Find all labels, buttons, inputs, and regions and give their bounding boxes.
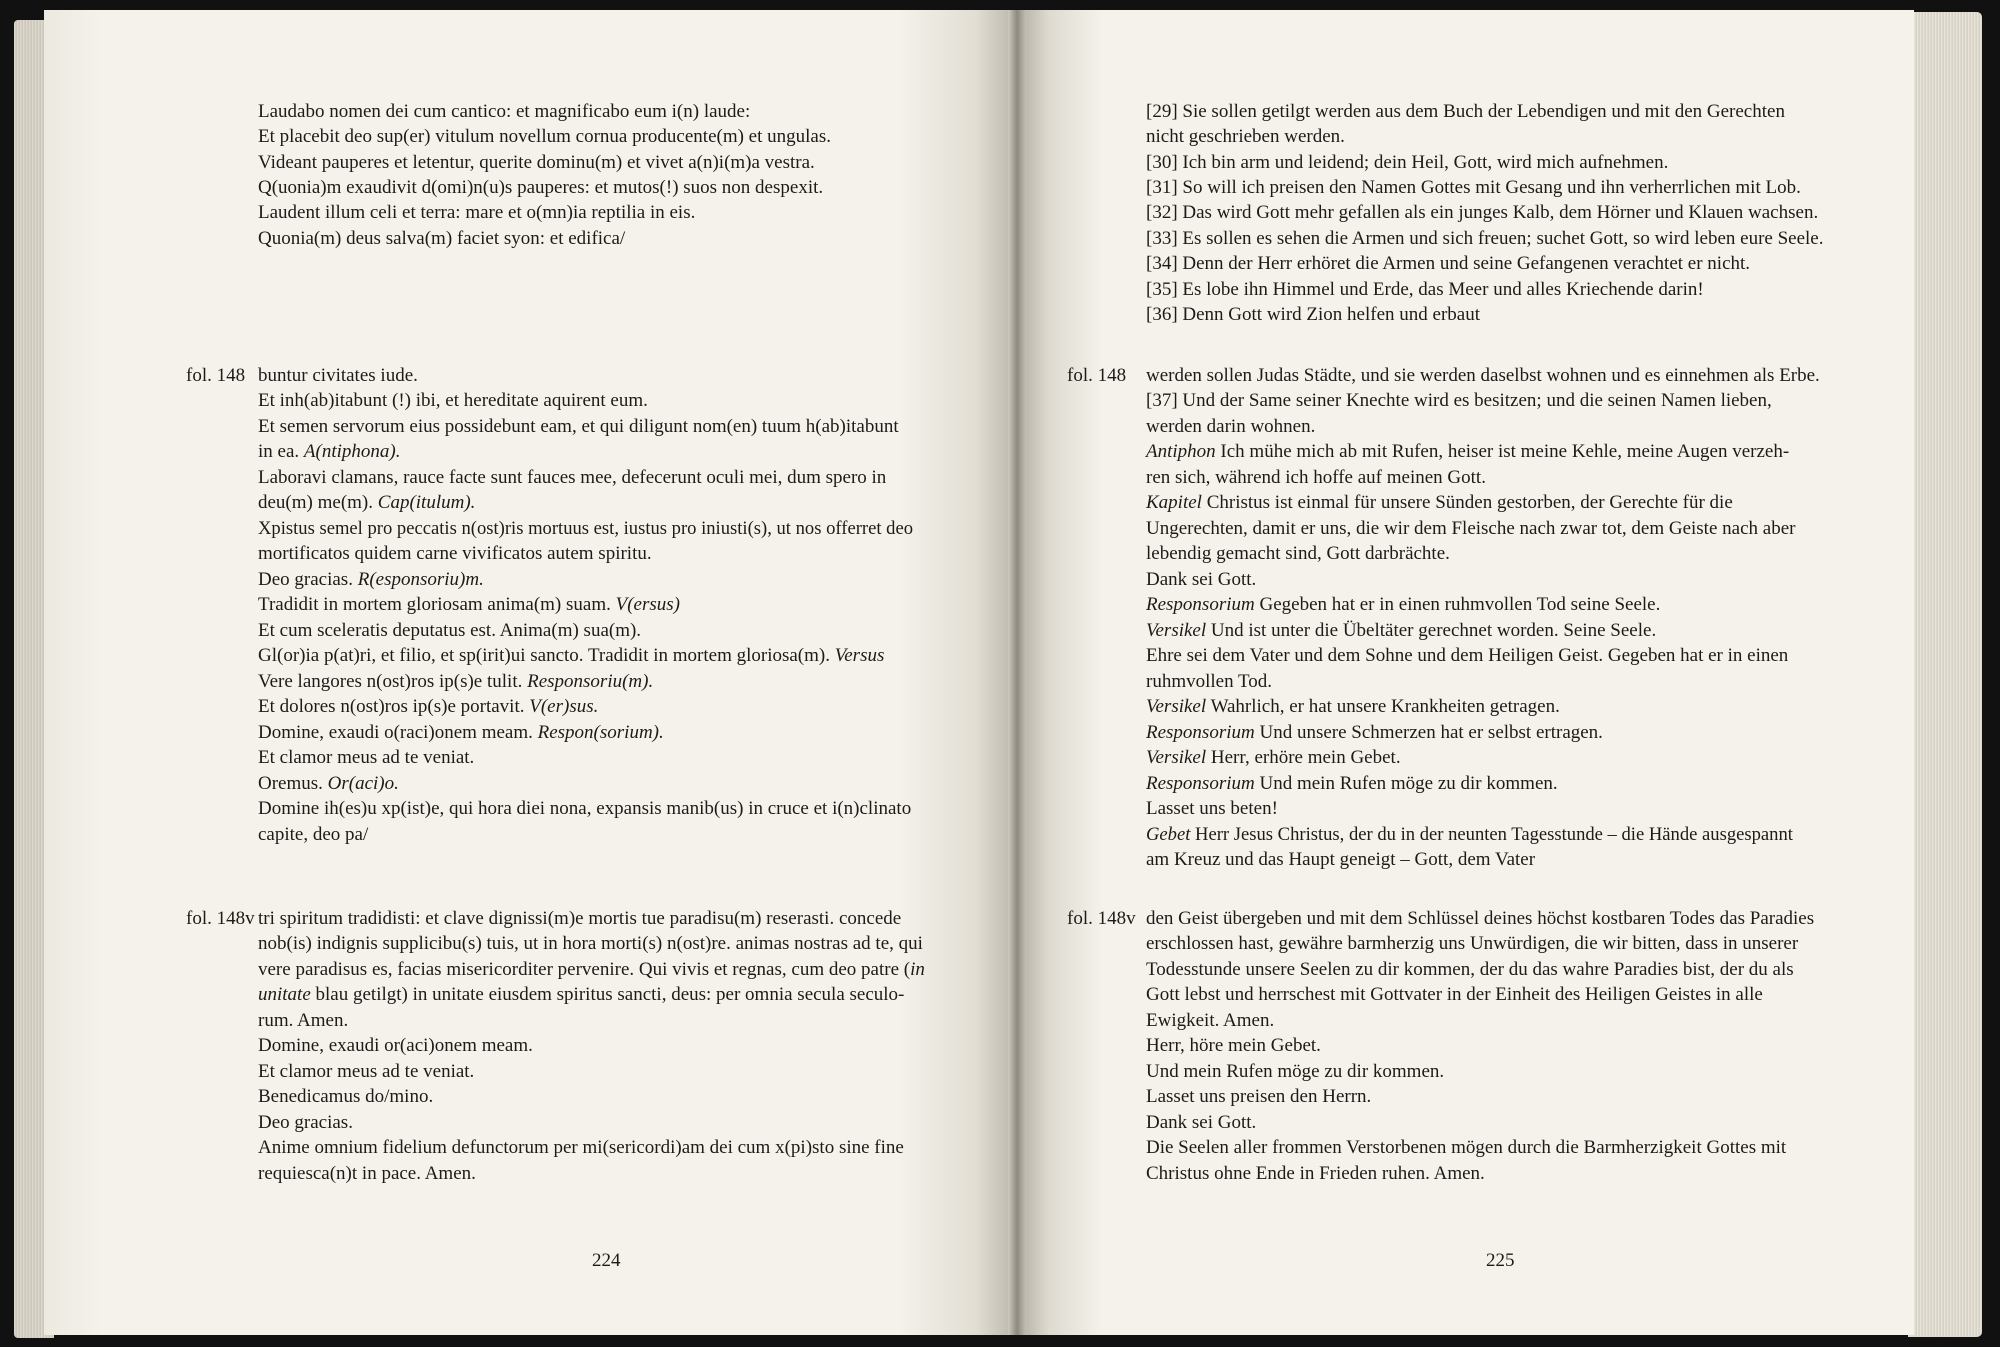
text-line: [31] So will ich preisen den Namen Gottes mit Gesang und ihn verherrlichen mit Lob. xyxy=(1146,177,1801,198)
text-line: am Kreuz und das Haupt geneigt – Gott, dem Vater xyxy=(1146,849,1536,870)
text-line: Et semen servorum eius possidebunt eam, et qui diligunt nom(en) tuum h(ab)itabunt xyxy=(258,416,899,437)
text-line: Et cum sceleratis deputatus est. Anima(m) sua(m). xyxy=(258,620,642,641)
text-line xyxy=(1146,694,1560,720)
rubric-label: V(ersus) xyxy=(615,594,681,615)
text-run: Und mein Rufen möge zu dir kommen. xyxy=(1254,773,1558,794)
text-line: Ungerechten, damit er uns, die wir dem Fleische nach zwar tot, dem Geiste nach aber xyxy=(1146,518,1796,539)
text-line: Quonia(m) deus salva(m) faciet syon: et edifica/ xyxy=(258,228,626,249)
text-line: Laudabo nomen dei cum cantico: et magnificabo eum i(n) laude: xyxy=(258,101,751,122)
page-number: 225 xyxy=(1486,1250,1515,1271)
text-line: Benedicamus do/mino. xyxy=(258,1086,434,1107)
text-line: buntur civitates iude. xyxy=(258,365,418,386)
text-line: capite, deo pa/ xyxy=(258,824,369,845)
page-stack-right xyxy=(1908,12,1982,1337)
text-line: [37] Und der Same seiner Knechte wird es besitzen; und die seinen Namen lieben, xyxy=(1146,390,1772,411)
rubric-label: Responsorium xyxy=(1146,773,1255,794)
text-line: erschlossen hast, gewähre barmherzig uns Unwürdigen, die wir bitten, dass in unserer xyxy=(1146,933,1799,954)
text-line: [32] Das wird Gott mehr gefallen als ein junges Kalb, dem Hörner und Klauen wachsen. xyxy=(1146,202,1819,223)
text-line: Et clamor meus ad te veniat. xyxy=(258,747,475,768)
text-line: werden darin wohnen. xyxy=(1146,416,1316,437)
text-line xyxy=(258,643,884,669)
rubric-label: A(ntiphona). xyxy=(303,441,401,462)
text-line: mortificatos quidem carne vivificatos autem spiritu. xyxy=(258,543,652,564)
text-line: Et placebit deo sup(er) vitulum novellum cornua producente(m) et ungulas. xyxy=(258,126,831,147)
text-line: Deo gracias. xyxy=(258,1112,353,1133)
text-run: Ich mühe mich ab mit Rufen, heiser ist meine Kehle, meine Augen verzeh- xyxy=(1215,441,1790,462)
text-line: [29] Sie sollen getilgt werden aus dem Buch der Lebendigen und mit den Gerechten xyxy=(1146,101,1785,122)
text-line xyxy=(258,490,475,516)
text-line: Q(uonia)m exaudivit d(omi)n(u)s pauperes: et mutos(!) suos non despexit. xyxy=(258,177,824,198)
text-line: ruhmvollen Tod. xyxy=(1146,671,1273,692)
text-run: Herr, erhöre mein Gebet. xyxy=(1206,747,1401,768)
rubric-label: Gebet xyxy=(1146,824,1191,845)
text-line xyxy=(258,957,925,983)
text-line: nob(is) indignis supplicibu(s) tuis, ut in hora morti(s) n(ost)re. animas nostras ad te, qui xyxy=(258,933,923,954)
text-line: Ehre sei dem Vater und dem Sohne und dem Heiligen Geist. Gegeben hat er in einen xyxy=(1146,645,1789,666)
text-line: [34] Denn der Herr erhöret die Armen und seine Gefangenen verachtet er nicht. xyxy=(1146,253,1751,274)
text-line: Ewigkeit. Amen. xyxy=(1146,1010,1275,1031)
rubric-label: Antiphon xyxy=(1146,441,1216,462)
text-line xyxy=(1146,490,1733,516)
text-line: Xpistus semel pro peccatis n(ost)ris mortuus est, iustus pro iniusti(s), ut nos offerret deo xyxy=(258,518,913,539)
text-line: Et inh(ab)itabunt (!) ibi, et hereditate aquirent eum. xyxy=(258,390,648,411)
text-line xyxy=(258,694,598,720)
text-line xyxy=(1146,822,1793,848)
text-line: rum. Amen. xyxy=(258,1010,349,1031)
text-line: Videant pauperes et letentur, querite dominu(m) et vivet a(n)i(m)a vestra. xyxy=(258,152,815,173)
text-run: Tradidit in mortem gloriosam anima(m) suam. xyxy=(258,594,616,615)
text-run: Vere langores n(ost)ros ip(s)e tulit. xyxy=(258,671,528,692)
text-run: Deo gracias. xyxy=(258,569,358,590)
text-line: Lasset uns preisen den Herrn. xyxy=(1146,1086,1372,1107)
text-run: Herr Jesus Christus, der du in der neunten Tagesstunde – die Hände ausgespannt xyxy=(1190,824,1793,845)
text-line: [36] Denn Gott wird Zion helfen und erbaut xyxy=(1146,304,1480,325)
italic-run: in xyxy=(910,959,925,980)
text-line xyxy=(1146,745,1401,771)
text-line: Die Seelen aller frommen Verstorbenen mögen durch die Barmherzigkeit Gottes mit xyxy=(1146,1137,1787,1158)
text-line xyxy=(258,439,400,465)
text-line: Et clamor meus ad te veniat. xyxy=(258,1061,475,1082)
folio-label: fol. 148v xyxy=(186,908,255,929)
text-run: Christus ist einmal für unsere Sünden gestorben, der Gerechte für die xyxy=(1201,492,1733,513)
text-line: Laudent illum celi et terra: mare et o(mn)ia reptilia in eis. xyxy=(258,202,696,223)
text-line: den Geist übergeben und mit dem Schlüssel deines höchst kostbaren Todes das Paradies xyxy=(1146,908,1815,929)
text-run: blau getilgt) in unitate eiusdem spiritus sancti, deus: per omnia secula seculo- xyxy=(310,984,905,1005)
text-run: Gegeben hat er in einen ruhmvollen Tod seine Seele. xyxy=(1254,594,1661,615)
text-line xyxy=(258,720,664,746)
text-line xyxy=(1146,771,1558,797)
rubric-label: Responsorium xyxy=(1146,594,1255,615)
folio-label: fol. 148v xyxy=(1067,908,1136,929)
text-line: Und mein Rufen möge zu dir kommen. xyxy=(1146,1061,1445,1082)
text-line: Dank sei Gott. xyxy=(1146,569,1257,590)
rubric-label: Versus xyxy=(834,645,885,666)
text-run: Oremus. xyxy=(258,773,328,794)
rubric-label: Versikel xyxy=(1146,747,1207,768)
text-line: requiesca(n)t in pace. Amen. xyxy=(258,1163,476,1184)
text-line: [33] Es sollen es sehen die Armen und sich freuen; suchet Gott, so wird leben eure Seele. xyxy=(1146,228,1824,249)
text-line: nicht geschrieben werden. xyxy=(1146,126,1345,147)
rubric-label: Responsorium xyxy=(1146,722,1255,743)
folio-label: fol. 148 xyxy=(186,365,246,386)
text-line: Dank sei Gott. xyxy=(1146,1112,1257,1133)
italic-run: unitate xyxy=(258,984,311,1005)
folio-label: fol. 148 xyxy=(1067,365,1127,386)
text-line: Todesstunde unsere Seelen zu dir kommen, der du das wahre Paradies bist, der du als xyxy=(1146,959,1794,980)
text-line xyxy=(258,669,653,695)
text-line: [30] Ich bin arm und leidend; dein Heil, Gott, wird mich aufnehmen. xyxy=(1146,152,1669,173)
text-line: [35] Es lobe ihn Himmel und Erde, das Meer und alles Kriechende darin! xyxy=(1146,279,1704,300)
book-gutter xyxy=(1008,10,1026,1335)
text-run: vere paradisus es, facias misericorditer pervenire. Qui vivis et regnas, cum deo patre ( xyxy=(258,959,911,980)
rubric-label: Responsoriu(m). xyxy=(527,671,654,692)
rubric-label: Versikel xyxy=(1146,696,1207,717)
text-line: Anime omnium fidelium defunctorum per mi(sericordi)am dei cum x(pi)sto sine fine xyxy=(258,1137,904,1158)
text-line: Domine, exaudi or(aci)onem meam. xyxy=(258,1035,533,1056)
text-line: lebendig gemacht sind, Gott darbrächte. xyxy=(1146,543,1450,564)
rubric-label: Or(aci)o. xyxy=(327,773,399,794)
text-line xyxy=(1146,720,1603,746)
rubric-label: Cap(itulum). xyxy=(377,492,476,513)
text-line xyxy=(1146,618,1656,644)
text-line: tri spiritum tradidisti: et clave dignissi(m)e mortis tue paradisu(m) reserasti. concede xyxy=(258,908,902,929)
text-line xyxy=(258,592,680,618)
text-line: Christus ohne Ende in Frieden ruhen. Amen. xyxy=(1146,1163,1485,1184)
rubric-label: V(er)sus. xyxy=(529,696,599,717)
rubric-label: Kapitel xyxy=(1146,492,1202,513)
text-line xyxy=(258,982,904,1008)
text-run: Gl(or)ia p(at)ri, et filio, et sp(irit)ui sancto. Tradidit in mortem gloriosa(m). xyxy=(258,645,835,666)
text-line: Laboravi clamans, rauce facte sunt fauces mee, defecerunt oculi mei, dum spero in xyxy=(258,467,887,488)
text-run: Domine, exaudi o(raci)onem meam. xyxy=(258,722,538,743)
text-run: deu(m) me(m). xyxy=(258,492,378,513)
rubric-label: R(esponsoriu)m. xyxy=(357,569,484,590)
rubric-label: Versikel xyxy=(1146,620,1207,641)
text-line: Domine ih(es)u xp(ist)e, qui hora diei nona, expansis manib(us) in cruce et i(n)clinato xyxy=(258,798,912,819)
rubric-label: Respon(sorium). xyxy=(537,722,664,743)
text-line: ren sich, während ich hoffe auf meinen Gott. xyxy=(1146,467,1486,488)
text-line: Lasset uns beten! xyxy=(1146,798,1278,819)
text-run: Und unsere Schmerzen hat er selbst ertragen. xyxy=(1254,722,1603,743)
text-run: Und ist unter die Übeltäter gerechnet worden. Seine Seele. xyxy=(1206,620,1657,641)
text-run: Et dolores n(ost)ros ip(s)e portavit. xyxy=(258,696,530,717)
text-line xyxy=(258,567,484,593)
text-line: werden sollen Judas Städte, und sie werden daselbst wohnen und es einnehmen als Erbe. xyxy=(1146,365,1820,386)
text-line: Gott lebst und herrschest mit Gottvater in der Einheit des Heiligen Geistes in alle xyxy=(1146,984,1763,1005)
text-line xyxy=(1146,592,1660,618)
text-run: Wahrlich, er hat unsere Krankheiten getragen. xyxy=(1206,696,1560,717)
page-number: 224 xyxy=(592,1250,621,1271)
text-line xyxy=(1146,439,1789,465)
text-line xyxy=(258,771,399,797)
text-run: in ea. xyxy=(258,441,304,462)
text-line: Herr, höre mein Gebet. xyxy=(1146,1035,1321,1056)
